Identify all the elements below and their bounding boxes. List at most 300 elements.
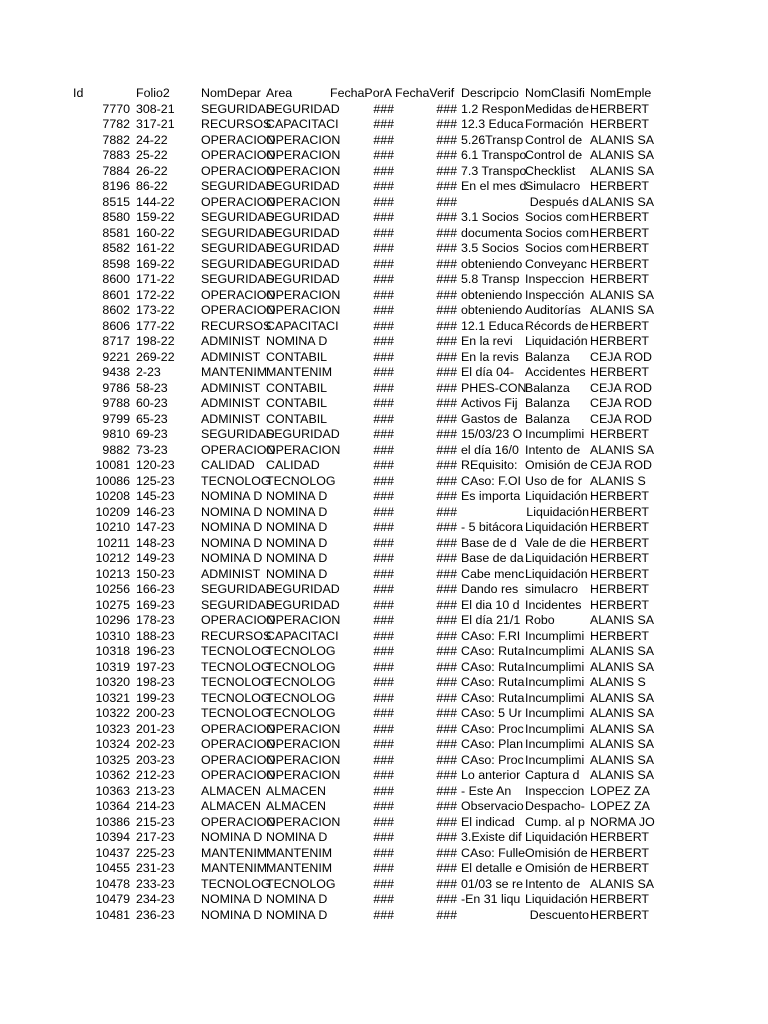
cell-folio[interactable]: 197-23 bbox=[136, 659, 175, 674]
cell-id[interactable]: 7770 bbox=[102, 101, 130, 116]
cell-folio[interactable]: 234-23 bbox=[136, 892, 175, 906]
cell-descripcion[interactable] bbox=[461, 908, 525, 924]
cell-area[interactable]: SEGURIDAD bbox=[266, 427, 340, 441]
cell-area[interactable]: NOMINA D bbox=[266, 535, 328, 550]
header-folio[interactable]: Folio2 bbox=[136, 86, 170, 100]
cell-nomempleado[interactable]: LOPEZ ZA bbox=[590, 783, 650, 798]
cell-nomclasificacion[interactable]: Control de bbox=[525, 132, 583, 147]
cell-folio[interactable]: 214-23 bbox=[136, 799, 175, 813]
cell-area[interactable]: TECNOLOG bbox=[266, 876, 336, 891]
cell-id[interactable]: 10386 bbox=[95, 814, 130, 829]
cell-fechaverificacion[interactable]: ### bbox=[436, 411, 457, 426]
cell-fechaverificacion[interactable]: ### bbox=[436, 427, 457, 441]
cell-nomempleado[interactable]: HERBERT bbox=[590, 256, 649, 271]
cell-id[interactable]: 10081 bbox=[95, 458, 130, 472]
cell-nomempleado[interactable]: ALANIS S bbox=[590, 473, 646, 488]
cell-area[interactable]: NOMINA D bbox=[266, 830, 328, 844]
cell-folio[interactable]: 178-23 bbox=[136, 613, 175, 627]
cell-nomempleado[interactable]: HERBERT bbox=[590, 628, 649, 643]
cell-fechaverificacion[interactable]: ### bbox=[436, 706, 457, 720]
cell-nomdepartamento[interactable]: OPERACION bbox=[201, 752, 276, 767]
cell-area[interactable]: TECNOLOG bbox=[266, 644, 336, 658]
cell-fechaverificacion[interactable]: ### bbox=[436, 272, 457, 286]
cell-fechaporatender[interactable]: ### bbox=[373, 814, 394, 829]
cell-nomempleado[interactable]: ALANIS SA bbox=[590, 644, 655, 658]
cell-fechaporatender[interactable]: ### bbox=[373, 628, 394, 643]
cell-nomempleado[interactable]: HERBERT bbox=[590, 907, 649, 922]
cell-folio[interactable]: 217-23 bbox=[136, 830, 175, 844]
cell-folio[interactable]: 213-23 bbox=[136, 783, 175, 798]
cell-nomclasificacion[interactable]: Uso de for bbox=[525, 473, 583, 488]
cell-nomclasificacion[interactable]: Inspeccion bbox=[525, 783, 585, 798]
cell-fechaporatender[interactable]: ### bbox=[373, 907, 394, 922]
cell-fechaporatender[interactable]: ### bbox=[373, 535, 394, 550]
cell-id[interactable]: 10321 bbox=[95, 690, 130, 705]
cell-folio[interactable]: 177-22 bbox=[136, 318, 175, 333]
cell-nomclasificacion[interactable]: Accidentes bbox=[525, 365, 586, 379]
cell-nomempleado[interactable]: HERBERT bbox=[590, 504, 649, 519]
cell-folio[interactable]: 60-23 bbox=[136, 396, 168, 410]
cell-nomdepartamento[interactable]: NOMINA D bbox=[201, 504, 263, 519]
cell-fechaverificacion[interactable]: ### bbox=[436, 287, 457, 302]
cell-fechaporatender[interactable]: ### bbox=[373, 644, 394, 658]
cell-id[interactable]: 9221 bbox=[102, 349, 130, 364]
cell-id[interactable]: 10296 bbox=[95, 613, 130, 627]
cell-nomdepartamento[interactable]: OPERACION bbox=[201, 814, 276, 829]
cell-nomclasificacion[interactable]: Inspección bbox=[525, 287, 585, 302]
cell-descripcion[interactable] bbox=[461, 505, 525, 521]
cell-fechaverificacion[interactable]: ### bbox=[436, 597, 457, 612]
cell-nomclasificacion[interactable]: Robo bbox=[525, 613, 555, 627]
cell-fechaporatender[interactable]: ### bbox=[373, 303, 394, 317]
cell-area[interactable]: OPERACION bbox=[266, 814, 341, 829]
cell-id[interactable]: 9788 bbox=[102, 396, 130, 410]
cell-id[interactable]: 10325 bbox=[95, 752, 130, 767]
cell-id[interactable]: 8600 bbox=[102, 272, 130, 286]
cell-fechaverificacion[interactable]: ### bbox=[436, 334, 457, 348]
cell-nomempleado[interactable]: HERBERT bbox=[590, 582, 649, 596]
cell-nomdepartamento[interactable]: TECNOLOG bbox=[201, 473, 271, 488]
cell-folio[interactable]: 149-23 bbox=[136, 551, 175, 565]
cell-nomclasificacion[interactable]: Checklist bbox=[525, 163, 576, 178]
cell-area[interactable]: TECNOLOG bbox=[266, 690, 336, 705]
cell-fechaporatender[interactable]: ### bbox=[373, 892, 394, 906]
cell-nomdepartamento[interactable]: SEGURIDAD bbox=[201, 210, 275, 224]
cell-nomclasificacion[interactable]: Omisión de bbox=[525, 845, 588, 860]
cell-nomclasificacion[interactable]: Liquidación bbox=[525, 551, 588, 565]
cell-nomclasificacion[interactable]: Liquidación bbox=[525, 520, 588, 534]
cell-id[interactable]: 10212 bbox=[95, 551, 130, 565]
header-descripcion[interactable]: Descripcio bbox=[461, 86, 519, 100]
cell-nomclasificacion[interactable]: Récords de bbox=[525, 318, 589, 333]
cell-folio[interactable]: 171-22 bbox=[136, 272, 175, 286]
cell-nomclasificacion[interactable]: Liquidación bbox=[525, 334, 588, 348]
cell-nomdepartamento[interactable]: CALIDAD bbox=[201, 458, 255, 472]
cell-nomempleado[interactable]: LOPEZ ZA bbox=[590, 799, 650, 813]
cell-descripcion[interactable]: obteniendo bbox=[461, 256, 523, 271]
cell-nomclasificacion[interactable]: Balanza bbox=[525, 411, 570, 426]
cell-folio[interactable]: 150-23 bbox=[136, 566, 175, 581]
cell-nomclasificacion[interactable]: Liquidación bbox=[525, 830, 588, 844]
cell-fechaverificacion[interactable]: ### bbox=[436, 520, 457, 534]
cell-folio[interactable]: 215-23 bbox=[136, 814, 175, 829]
cell-descripcion[interactable]: CAso: Ruta bbox=[461, 659, 525, 674]
cell-nomdepartamento[interactable]: TECNOLOG bbox=[201, 706, 271, 720]
cell-nomclasificacion[interactable]: Intento de bbox=[525, 876, 581, 891]
cell-nomdepartamento[interactable]: ALMACEN bbox=[201, 783, 261, 798]
cell-fechaporatender[interactable]: ### bbox=[373, 349, 394, 364]
cell-fechaporatender[interactable]: ### bbox=[373, 442, 394, 457]
cell-fechaverificacion[interactable]: ### bbox=[436, 861, 457, 875]
cell-id[interactable]: 8582 bbox=[102, 241, 130, 255]
cell-nomempleado[interactable]: ALANIS SA bbox=[590, 690, 655, 705]
cell-fechaverificacion[interactable]: ### bbox=[436, 752, 457, 767]
cell-nomclasificacion[interactable]: Incumplimi bbox=[525, 628, 585, 643]
cell-nomdepartamento[interactable]: SEGURIDAD bbox=[201, 101, 275, 116]
cell-folio[interactable]: 58-23 bbox=[136, 380, 168, 395]
cell-fechaverificacion[interactable]: ### bbox=[436, 876, 457, 891]
cell-area[interactable]: NOMINA D bbox=[266, 551, 328, 565]
cell-fechaverificacion[interactable]: ### bbox=[436, 721, 457, 736]
cell-nomempleado[interactable]: HERBERT bbox=[590, 892, 649, 906]
cell-id[interactable]: 8717 bbox=[102, 334, 130, 348]
cell-fechaverificacion[interactable]: ### bbox=[436, 551, 457, 565]
cell-descripcion[interactable]: 12.3 Educa bbox=[461, 117, 524, 131]
cell-fechaporatender[interactable]: ### bbox=[373, 551, 394, 565]
cell-nomdepartamento[interactable]: SEGURIDAD bbox=[201, 582, 275, 596]
cell-fechaporatender[interactable]: ### bbox=[373, 194, 394, 209]
cell-nomclasificacion[interactable]: Liquidación bbox=[526, 504, 589, 519]
cell-fechaporatender[interactable]: ### bbox=[373, 458, 394, 472]
cell-nomclasificacion[interactable]: Omisión de bbox=[525, 861, 588, 875]
cell-folio[interactable]: 188-23 bbox=[136, 628, 175, 643]
cell-descripcion[interactable]: 3.Existe dif bbox=[461, 830, 522, 844]
cell-fechaporatender[interactable]: ### bbox=[373, 582, 394, 596]
cell-fechaporatender[interactable]: ### bbox=[373, 241, 394, 255]
cell-fechaporatender[interactable]: ### bbox=[373, 272, 394, 286]
cell-nomempleado[interactable]: CEJA ROD bbox=[590, 396, 652, 410]
cell-area[interactable]: SEGURIDAD bbox=[266, 179, 340, 193]
cell-descripcion[interactable]: 01/03 se re bbox=[461, 876, 523, 891]
cell-fechaverificacion[interactable]: ### bbox=[436, 303, 457, 317]
cell-descripcion[interactable]: PHES-CON bbox=[461, 380, 527, 395]
cell-nomdepartamento[interactable]: OPERACION bbox=[201, 737, 276, 751]
cell-nomclasificacion[interactable]: Incumplimi bbox=[525, 644, 585, 658]
cell-fechaporatender[interactable]: ### bbox=[373, 566, 394, 581]
cell-descripcion[interactable]: CAso: Ruta bbox=[461, 690, 525, 705]
cell-fechaverificacion[interactable]: ### bbox=[436, 659, 457, 674]
cell-fechaverificacion[interactable]: ### bbox=[436, 194, 457, 209]
cell-folio[interactable]: 201-23 bbox=[136, 721, 175, 736]
cell-nomempleado[interactable]: ALANIS SA bbox=[590, 876, 655, 891]
cell-nomempleado[interactable]: HERBERT bbox=[590, 830, 649, 844]
cell-fechaverificacion[interactable]: ### bbox=[436, 380, 457, 395]
cell-nomdepartamento[interactable]: RECURSOS bbox=[201, 117, 272, 131]
cell-id[interactable]: 8581 bbox=[102, 225, 130, 240]
cell-descripcion[interactable]: El dia 10 d bbox=[461, 597, 520, 612]
cell-id[interactable]: 10455 bbox=[95, 861, 130, 875]
cell-nomclasificacion[interactable]: Liquidación bbox=[525, 489, 588, 503]
cell-area[interactable]: TECNOLOG bbox=[266, 473, 336, 488]
cell-id[interactable]: 10318 bbox=[95, 644, 130, 658]
cell-nomdepartamento[interactable]: OPERACION bbox=[201, 287, 276, 302]
cell-id[interactable]: 10324 bbox=[95, 737, 130, 751]
cell-fechaverificacion[interactable]: ### bbox=[436, 318, 457, 333]
cell-fechaporatender[interactable]: ### bbox=[373, 489, 394, 503]
cell-fechaverificacion[interactable]: ### bbox=[436, 566, 457, 581]
cell-area[interactable]: ALMACEN bbox=[266, 783, 326, 798]
cell-area[interactable]: OPERACION bbox=[266, 721, 341, 736]
cell-id[interactable]: 9786 bbox=[102, 380, 130, 395]
cell-nomdepartamento[interactable]: SEGURIDAD bbox=[201, 241, 275, 255]
cell-fechaverificacion[interactable]: ### bbox=[436, 675, 457, 689]
cell-fechaporatender[interactable]: ### bbox=[373, 473, 394, 488]
header-id[interactable]: Id bbox=[73, 86, 84, 100]
cell-descripcion[interactable]: 5.26Transp bbox=[461, 132, 524, 147]
cell-nomclasificacion[interactable]: Formación bbox=[525, 117, 584, 131]
cell-area[interactable]: OPERACION bbox=[266, 148, 341, 162]
cell-id[interactable]: 8601 bbox=[102, 287, 130, 302]
cell-nomempleado[interactable]: CEJA ROD bbox=[590, 380, 652, 395]
cell-nomdepartamento[interactable]: NOMINA D bbox=[201, 489, 263, 503]
cell-folio[interactable]: 236-23 bbox=[136, 907, 175, 922]
cell-nomclasificacion[interactable]: Simulacro bbox=[525, 179, 581, 193]
cell-fechaverificacion[interactable]: ### bbox=[436, 907, 457, 922]
cell-id[interactable]: 9882 bbox=[102, 442, 130, 457]
cell-area[interactable]: OPERACION bbox=[266, 163, 341, 178]
cell-nomclasificacion[interactable]: Despacho- bbox=[525, 799, 585, 813]
cell-nomempleado[interactable]: ALANIS SA bbox=[590, 721, 655, 736]
cell-folio[interactable]: 169-23 bbox=[136, 597, 175, 612]
cell-nomempleado[interactable]: HERBERT bbox=[590, 179, 649, 193]
cell-descripcion[interactable]: 3.5 Socios bbox=[461, 241, 519, 255]
cell-fechaporatender[interactable]: ### bbox=[373, 396, 394, 410]
cell-fechaporatender[interactable]: ### bbox=[373, 597, 394, 612]
cell-id[interactable]: 10320 bbox=[95, 675, 130, 689]
cell-descripcion[interactable]: REquisito: bbox=[461, 458, 518, 472]
cell-fechaporatender[interactable]: ### bbox=[373, 659, 394, 674]
cell-id[interactable]: 10479 bbox=[95, 892, 130, 906]
cell-folio[interactable]: 86-22 bbox=[136, 179, 168, 193]
cell-area[interactable]: NOMINA D bbox=[266, 566, 328, 581]
cell-nomclasificacion[interactable]: Liquidación bbox=[525, 892, 588, 906]
cell-nomclasificacion[interactable]: simulacro bbox=[525, 582, 579, 596]
cell-area[interactable]: NOMINA D bbox=[266, 907, 328, 922]
cell-descripcion[interactable]: CAso: Plan bbox=[461, 737, 523, 751]
cell-fechaporatender[interactable]: ### bbox=[373, 876, 394, 891]
cell-nomdepartamento[interactable]: ALMACEN bbox=[201, 799, 261, 813]
cell-nomempleado[interactable]: NORMA JO bbox=[590, 814, 655, 829]
cell-folio[interactable]: 212-23 bbox=[136, 768, 175, 782]
cell-nomclasificacion[interactable]: Balanza bbox=[525, 380, 570, 395]
cell-nomdepartamento[interactable]: NOMINA D bbox=[201, 535, 263, 550]
cell-fechaporatender[interactable]: ### bbox=[373, 783, 394, 798]
cell-fechaverificacion[interactable]: ### bbox=[436, 163, 457, 178]
cell-folio[interactable]: 203-23 bbox=[136, 752, 175, 767]
cell-area[interactable]: ALMACEN bbox=[266, 799, 326, 813]
cell-descripcion[interactable]: CAso: Ruta bbox=[461, 644, 525, 658]
cell-fechaverificacion[interactable]: ### bbox=[436, 179, 457, 193]
cell-fechaverificacion[interactable]: ### bbox=[436, 582, 457, 596]
cell-descripcion[interactable]: - Este An bbox=[461, 783, 512, 798]
cell-fechaporatender[interactable]: ### bbox=[373, 287, 394, 302]
cell-nomempleado[interactable]: ALANIS SA bbox=[590, 737, 655, 751]
cell-fechaverificacion[interactable]: ### bbox=[436, 442, 457, 457]
cell-area[interactable]: NOMINA D bbox=[266, 892, 328, 906]
cell-fechaverificacion[interactable]: ### bbox=[436, 830, 457, 844]
cell-id[interactable]: 10362 bbox=[95, 768, 130, 782]
cell-nomdepartamento[interactable]: RECURSOS bbox=[201, 628, 272, 643]
cell-nomempleado[interactable]: ALANIS S bbox=[590, 675, 646, 689]
cell-fechaverificacion[interactable]: ### bbox=[436, 396, 457, 410]
cell-fechaporatender[interactable]: ### bbox=[373, 830, 394, 844]
cell-nomempleado[interactable]: HERBERT bbox=[590, 535, 649, 550]
cell-descripcion[interactable]: 5.8 Transp bbox=[461, 272, 520, 286]
cell-nomclasificacion[interactable]: Liquidación bbox=[525, 566, 588, 581]
cell-fechaporatender[interactable]: ### bbox=[373, 861, 394, 875]
cell-nomdepartamento[interactable]: OPERACION bbox=[201, 148, 276, 162]
cell-id[interactable]: 8196 bbox=[102, 179, 130, 193]
cell-nomdepartamento[interactable]: OPERACION bbox=[201, 768, 276, 782]
cell-area[interactable]: CAPACITACI bbox=[266, 628, 339, 643]
cell-nomempleado[interactable]: CEJA ROD bbox=[590, 458, 652, 472]
cell-descripcion[interactable]: - 5 bitácora bbox=[461, 520, 523, 534]
cell-id[interactable]: 7882 bbox=[102, 132, 130, 147]
cell-descripcion[interactable]: En la revi bbox=[461, 334, 513, 348]
cell-fechaverificacion[interactable]: ### bbox=[436, 241, 457, 255]
cell-folio[interactable]: 159-22 bbox=[136, 210, 175, 224]
cell-folio[interactable]: 269-22 bbox=[136, 349, 175, 364]
cell-id[interactable]: 10310 bbox=[95, 628, 130, 643]
cell-descripcion[interactable] bbox=[461, 195, 525, 211]
cell-descripcion[interactable]: En la revis bbox=[461, 349, 519, 364]
cell-descripcion[interactable]: obteniendo bbox=[461, 303, 523, 317]
cell-fechaverificacion[interactable]: ### bbox=[436, 117, 457, 131]
cell-area[interactable]: TECNOLOG bbox=[266, 675, 336, 689]
cell-nomclasificacion[interactable]: Incumplimi bbox=[525, 690, 585, 705]
cell-nomempleado[interactable]: ALANIS SA bbox=[590, 442, 655, 457]
cell-descripcion[interactable]: 1.2 Respon bbox=[461, 101, 525, 116]
cell-area[interactable]: NOMINA D bbox=[266, 520, 328, 534]
cell-nomclasificacion[interactable]: Incumplimi bbox=[525, 427, 585, 441]
cell-nomempleado[interactable]: ALANIS SA bbox=[590, 194, 655, 209]
cell-fechaverificacion[interactable]: ### bbox=[436, 225, 457, 240]
cell-folio[interactable]: 2-23 bbox=[136, 365, 161, 379]
cell-descripcion[interactable]: CAso: F.OI bbox=[461, 473, 521, 488]
cell-nomclasificacion[interactable]: Vale de die bbox=[525, 535, 587, 550]
cell-folio[interactable]: 199-23 bbox=[136, 690, 175, 705]
cell-id[interactable]: 10478 bbox=[95, 876, 130, 891]
cell-descripcion[interactable]: CAso: Fulle bbox=[461, 845, 526, 860]
cell-area[interactable]: OPERACION bbox=[266, 752, 341, 767]
cell-folio[interactable]: 231-23 bbox=[136, 861, 175, 875]
cell-nomdepartamento[interactable]: OPERACION bbox=[201, 163, 276, 178]
cell-nomdepartamento[interactable]: NOMINA D bbox=[201, 907, 263, 922]
cell-nomdepartamento[interactable]: ADMINIST bbox=[201, 334, 261, 348]
cell-descripcion[interactable]: El día 04- bbox=[461, 365, 515, 379]
cell-folio[interactable]: 233-23 bbox=[136, 876, 175, 891]
cell-descripcion[interactable]: documenta bbox=[461, 225, 523, 240]
cell-fechaverificacion[interactable]: ### bbox=[436, 768, 457, 782]
cell-id[interactable]: 10275 bbox=[95, 597, 130, 612]
cell-nomclasificacion[interactable]: Descuento bbox=[529, 907, 589, 922]
cell-descripcion[interactable]: CAso: Ruta bbox=[461, 675, 525, 689]
cell-folio[interactable]: 196-23 bbox=[136, 644, 175, 658]
cell-fechaporatender[interactable]: ### bbox=[373, 411, 394, 426]
cell-descripcion[interactable]: 15/03/23 O bbox=[461, 427, 523, 441]
cell-nomdepartamento[interactable]: TECNOLOG bbox=[201, 675, 271, 689]
cell-folio[interactable]: 25-22 bbox=[136, 148, 168, 162]
cell-fechaporatender[interactable]: ### bbox=[373, 148, 394, 162]
cell-area[interactable]: CONTABIL bbox=[266, 349, 328, 364]
cell-id[interactable]: 10323 bbox=[95, 721, 130, 736]
cell-area[interactable]: MANTENIM bbox=[266, 365, 333, 379]
cell-fechaporatender[interactable]: ### bbox=[373, 256, 394, 271]
cell-id[interactable]: 9799 bbox=[102, 411, 130, 426]
cell-folio[interactable]: 198-22 bbox=[136, 334, 175, 348]
cell-area[interactable]: SEGURIDAD bbox=[266, 225, 340, 240]
cell-fechaverificacion[interactable]: ### bbox=[436, 489, 457, 503]
cell-id[interactable]: 10209 bbox=[95, 504, 130, 519]
cell-area[interactable]: MANTENIM bbox=[266, 861, 333, 875]
cell-fechaverificacion[interactable]: ### bbox=[436, 892, 457, 906]
cell-descripcion[interactable]: Activos Fij bbox=[461, 396, 518, 410]
cell-nomclasificacion[interactable]: Socios com bbox=[525, 210, 590, 224]
cell-folio[interactable]: 73-23 bbox=[136, 442, 168, 457]
cell-nomdepartamento[interactable]: SEGURIDAD bbox=[201, 597, 275, 612]
cell-nomempleado[interactable]: HERBERT bbox=[590, 241, 649, 255]
cell-descripcion[interactable]: Observacio bbox=[461, 799, 524, 813]
cell-folio[interactable]: 225-23 bbox=[136, 845, 175, 860]
cell-descripcion[interactable]: En el mes d bbox=[461, 179, 527, 193]
cell-area[interactable]: CAPACITACI bbox=[266, 318, 339, 333]
cell-nomempleado[interactable]: HERBERT bbox=[590, 365, 649, 379]
cell-nomempleado[interactable]: HERBERT bbox=[590, 566, 649, 581]
cell-nomempleado[interactable]: HERBERT bbox=[590, 210, 649, 224]
cell-descripcion[interactable]: el día 16/0 bbox=[461, 442, 519, 457]
cell-id[interactable]: 10394 bbox=[95, 830, 130, 844]
cell-folio[interactable]: 148-23 bbox=[136, 535, 175, 550]
cell-nomempleado[interactable]: ALANIS SA bbox=[590, 768, 655, 782]
cell-folio[interactable]: 198-23 bbox=[136, 675, 175, 689]
cell-folio[interactable]: 26-22 bbox=[136, 163, 168, 178]
cell-id[interactable]: 8515 bbox=[102, 194, 130, 209]
cell-descripcion[interactable]: Dando res bbox=[461, 582, 519, 596]
cell-id[interactable]: 10319 bbox=[95, 659, 130, 674]
cell-folio[interactable]: 200-23 bbox=[136, 706, 175, 720]
cell-nomempleado[interactable]: HERBERT bbox=[590, 551, 649, 565]
cell-fechaporatender[interactable]: ### bbox=[373, 318, 394, 333]
cell-nomdepartamento[interactable]: ADMINIST bbox=[201, 380, 261, 395]
cell-nomdepartamento[interactable]: SEGURIDAD bbox=[201, 427, 275, 441]
cell-fechaverificacion[interactable]: ### bbox=[436, 473, 457, 488]
cell-nomempleado[interactable]: ALANIS SA bbox=[590, 613, 655, 627]
cell-folio[interactable]: 160-22 bbox=[136, 225, 175, 240]
cell-fechaverificacion[interactable]: ### bbox=[436, 365, 457, 379]
cell-nomempleado[interactable]: HERBERT bbox=[590, 597, 649, 612]
cell-nomdepartamento[interactable]: MANTENIM bbox=[201, 861, 268, 875]
cell-folio[interactable]: 308-21 bbox=[136, 101, 175, 116]
cell-id[interactable]: 8598 bbox=[102, 256, 130, 271]
cell-area[interactable]: OPERACION bbox=[266, 737, 341, 751]
cell-fechaporatender[interactable]: ### bbox=[373, 520, 394, 534]
cell-folio[interactable]: 202-23 bbox=[136, 737, 175, 751]
cell-nomdepartamento[interactable]: OPERACION bbox=[201, 721, 276, 736]
cell-folio[interactable]: 145-23 bbox=[136, 489, 175, 503]
cell-nomempleado[interactable]: HERBERT bbox=[590, 489, 649, 503]
cell-fechaporatender[interactable]: ### bbox=[373, 737, 394, 751]
cell-fechaporatender[interactable]: ### bbox=[373, 504, 394, 519]
